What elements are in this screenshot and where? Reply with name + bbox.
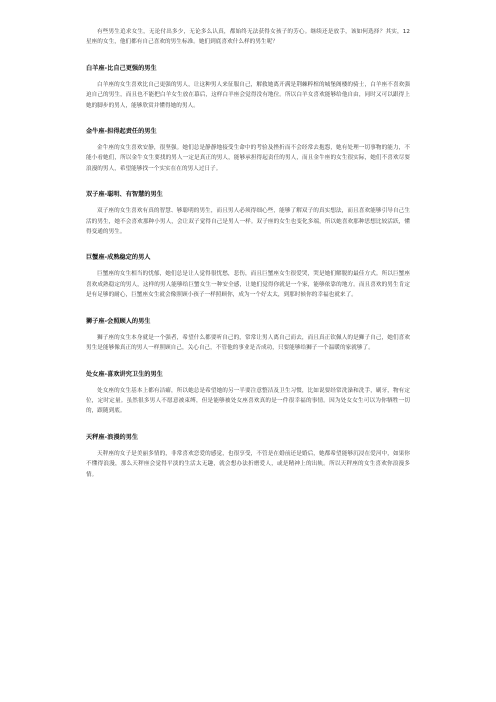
section-body: 巨蟹座的女生相当的忧郁，她们总是让人觉得很忧愁，悲伤，而且巨蟹座女生很爱哭，哭是她们解脱的最佳方式。所以巨蟹座喜欢成熟稳定的男人，这样的男人能够给巨蟹女生一种安全感，让她们觉得你就是一个家，能够依靠的地方。而且喜欢的男生肯定是有足够的耐心，巨蟹座女生就会像照顾小孩子一样照顾你，成为一个好太太，到那时候你的幸福也就来了。	[86, 271, 410, 299]
section-heading: 巨蟹座-成熟稳定的男人	[86, 254, 151, 262]
section-cancer	[86, 253, 410, 300]
section-heading: 金牛座-担得起责任的男生	[86, 128, 157, 136]
section-body: 天秤座的女子是美丽多情的，非常喜欢恋爱的感觉，也很享受，不管是在婚前还是婚后，她都希望能够沉浸在爱河中，如果你不懂得浪漫，那么天秤座会觉得平淡的生活太无趣，就会想办法折磨爱人，或是精神上的出轨。所以天秤座的女生喜欢你浪漫多情。	[86, 450, 410, 478]
section-aries	[86, 64, 410, 111]
intro-paragraph: 有些男生追求女生，无论付出多少，无论多么认真，都始终无法获得女孩子的芳心。继续还是放手，该如何选择？其实，12 星座的女生，他们都有自己喜欢的男生标准。她们到底喜欢什么样的男生呢？	[86, 29, 410, 46]
section-heading: 白羊座-比自己更强的男生	[86, 64, 157, 72]
section-heading: 狮子座-会照顾人的男生	[86, 317, 151, 325]
section-body: 处女座的女生基本上都有洁癖，所以她总是希望她的另一半要注意整洁及卫生习惯，比如说要经常洗澡和洗手，刷牙，物有定位，定时定量。虽然很多男人不愿意被束缚，但是能够被处女座喜欢真的是一件很幸福的事情。因为处女女生可以为你牺牲一切的，跟随到底。	[86, 387, 410, 415]
section-libra	[86, 433, 410, 480]
section-gemini	[86, 190, 410, 237]
section-body: 金牛座的女生喜欢安静，很坚强。她们总是静静地接受生命中的考验及挫折而不会经常去抱怨，她有处理一切事物的能力，不能小看她们，所以金牛女生要找的男人一定是真正的男人，能够承担得起责任的男人，而且金牛座的女生很实际，她们不喜欢尽耍浪漫的男人，希望能够找一个实实在在的男人过日子。	[86, 145, 410, 172]
section-body: 狮子座的女生本身就是一个强者，希望什么都要听自己的，常常让男人离自己而去，而且真正钦佩人的是狮子自己，她们喜欢男生是能够像真正的男人一样照顾自己，关心自己，不管他的事业是否成功，只要能够给狮子一个温暖的家就够了。	[86, 334, 410, 352]
section-heading: 处女座-喜欢讲究卫生的男生	[86, 370, 163, 378]
section-taurus	[86, 127, 410, 174]
section-body: 白羊座的女生喜欢比自己更强的男人，让这种男人来征服自己，解救她离开满是荆棘粹棺的城堡阁楼的骑士，白羊座不喜欢强迫自己的男生，而且也不能把白羊女生放在幕后，这样白羊座会觉得没有地位。所以白羊女喜欢能够给他自由，同时又可以跟得上她的脚步的男人，能够欣赏并懂得她的男人。	[86, 81, 410, 109]
section-heading: 双子座-聪明、有智慧的男生	[86, 191, 163, 199]
section-leo	[86, 317, 410, 354]
section-heading: 天秤座-浪漫的男生	[86, 433, 139, 441]
section-virgo	[86, 370, 410, 417]
section-body: 双子座的女生喜欢有真的智慧、够聪明的男生，而且男人必须得细心些，能够了解双子的真实想法，而且喜欢能够引导自己生活的男生，她不会喜欢那种小男人，会让双子觉得自己是男人一样。双子座的女生也变化多端，所以她喜欢那种思想比较活跃，懂得变通的男生。	[86, 208, 410, 236]
